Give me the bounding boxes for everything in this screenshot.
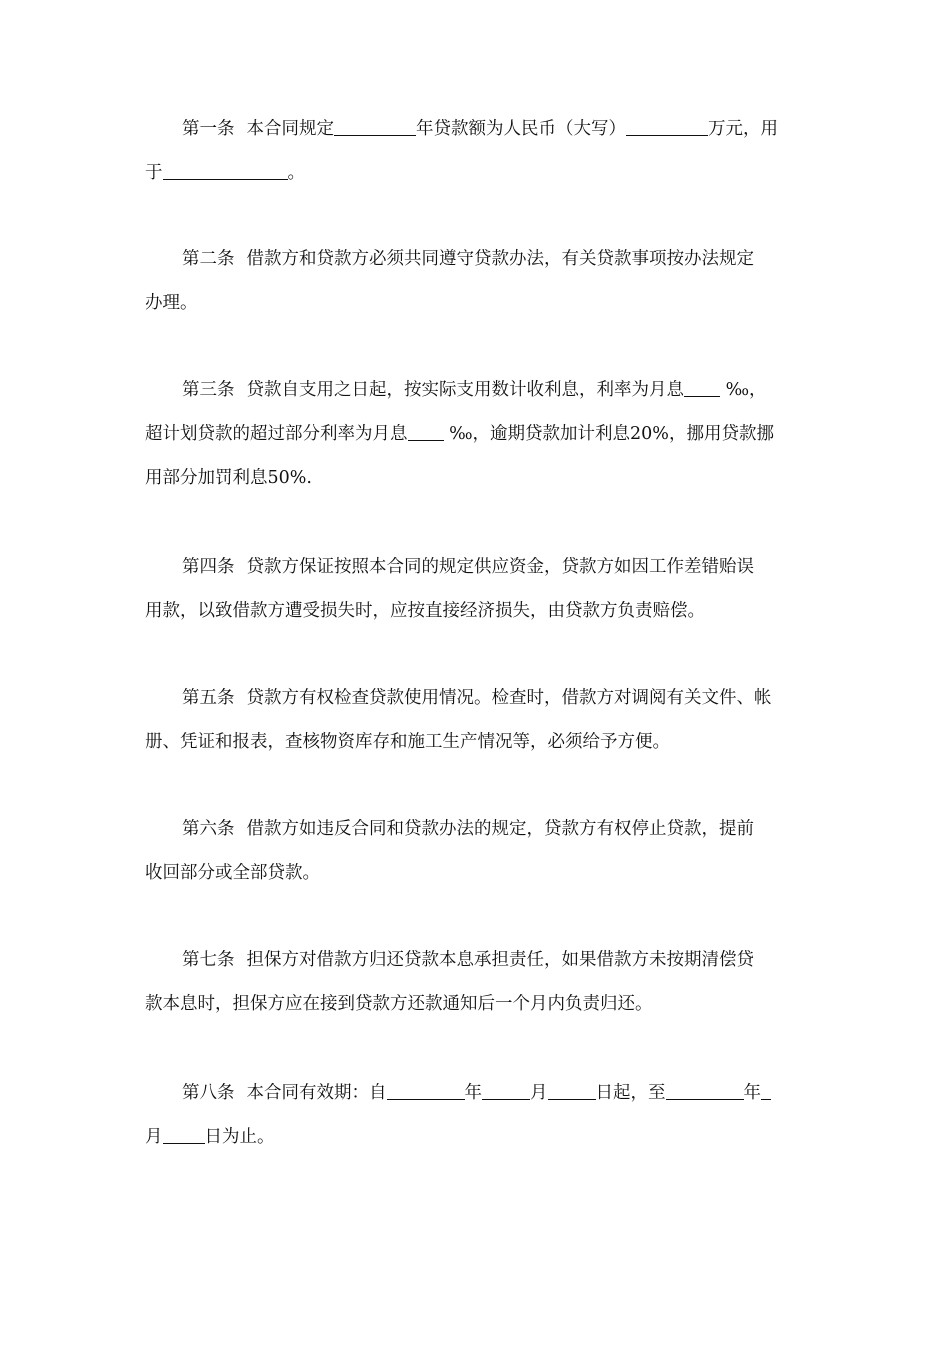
clause-7-label: 第七条 — [182, 950, 235, 970]
clause-7-line-2: 款本息时，担保方应在接到贷款方还款通知后一个月内负责归还。 — [145, 994, 653, 1014]
blank-end-month-field[interactable] — [761, 1081, 771, 1100]
blank-rate-field[interactable] — [684, 378, 720, 397]
clause-4-line-1: 第四条 贷款方保证按照本合同的规定供应资金，贷款方如因工作差错贻误 — [182, 557, 754, 577]
clause-3-label: 第三条 — [182, 380, 235, 400]
clause-5-line-1: 第五条 贷款方有权检查贷款使用情况。检查时，借款方对调阅有关文件、帐 — [182, 688, 772, 708]
clause-1-label: 第一条 — [182, 119, 235, 139]
blank-start-month-field[interactable] — [482, 1081, 530, 1100]
clause-1-line-1: 第一条 本合同规定 年贷款额为人民币（大写） 万元，用 — [182, 119, 778, 139]
clause-8-line-1: 第八条 本合同有效期：自 年 月 日起，至 年 — [145, 1071, 815, 1115]
clause-8 — [145, 1071, 815, 1159]
clause-4 — [145, 545, 815, 633]
clause-3-line-3: 用部分加罚利息50%. — [145, 468, 312, 488]
blank-amount-field[interactable] — [626, 117, 708, 136]
blank-overplan-rate-field[interactable] — [408, 422, 444, 441]
clause-5-line-2: 册、凭证和报表，查核物资库存和施工生产情况等，必须给予方便。 — [145, 732, 670, 752]
blank-year-field[interactable] — [334, 117, 416, 136]
clause-5 — [145, 676, 815, 764]
clause-6-line-1: 第六条 借款方如违反合同和贷款办法的规定，贷款方有权停止贷款，提前 — [182, 819, 754, 839]
blank-start-day-field[interactable] — [548, 1081, 596, 1100]
clause-5-label: 第五条 — [182, 688, 235, 708]
clause-6-label: 第六条 — [182, 819, 235, 839]
blank-purpose-field[interactable] — [163, 161, 288, 180]
clause-2-line-1: 第二条 借款方和贷款方必须共同遵守贷款办法，有关贷款事项按办法规定 — [182, 249, 754, 269]
clause-1 — [145, 107, 815, 195]
clause-2 — [145, 237, 815, 325]
clause-4-line-2: 用款，以致借款方遭受损失时，应按直接经济损失，由贷款方负责赔偿。 — [145, 601, 705, 621]
clause-6 — [145, 807, 815, 895]
clause-1-line-2: 于 。 — [145, 163, 305, 183]
blank-end-day-field[interactable] — [163, 1125, 205, 1144]
clause-6-line-2: 收回部分或全部贷款。 — [145, 863, 320, 883]
clause-3-line-1: 第三条 贷款自支用之日起，按实际支用数计收利息，利率为月息 ‰， — [182, 380, 767, 400]
clause-7 — [145, 938, 815, 1026]
clause-8-label: 第八条 — [182, 1083, 235, 1103]
clause-2-line-2: 办理。 — [145, 293, 198, 313]
clause-2-label: 第二条 — [182, 249, 235, 269]
clause-3-line-2: 超计划贷款的超过部分利率为月息 ‰，逾期贷款加计利息20%，挪用贷款挪 — [145, 424, 774, 444]
clause-8-line-2: 月 日为止。 — [145, 1127, 275, 1147]
blank-end-year-field[interactable] — [666, 1081, 744, 1100]
clause-4-label: 第四条 — [182, 557, 235, 577]
blank-start-year-field[interactable] — [387, 1081, 465, 1100]
clause-3 — [145, 368, 815, 500]
clause-7-line-1: 第七条 担保方对借款方归还贷款本息承担责任，如果借款方未按期清偿贷 — [182, 950, 754, 970]
